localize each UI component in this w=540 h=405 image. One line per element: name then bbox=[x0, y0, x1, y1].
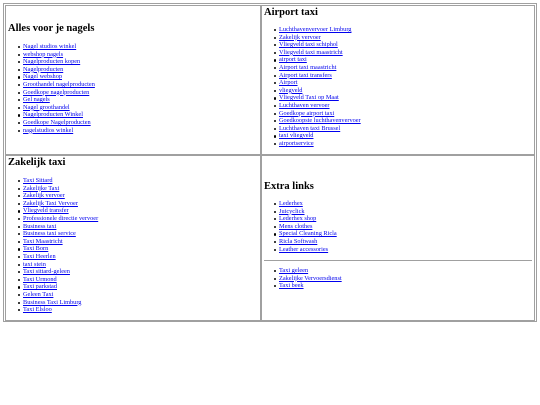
nav-link[interactable]: vliegveld bbox=[279, 86, 303, 94]
extra-link-list-2 bbox=[274, 267, 342, 290]
nav-link[interactable]: Luchthaven taxi Brussel bbox=[279, 124, 341, 132]
list-item bbox=[18, 306, 98, 314]
nav-link[interactable]: Taxi Heerlen bbox=[23, 252, 56, 260]
nagels-section bbox=[5, 5, 261, 155]
nav-link[interactable]: Goedkoopste luchthavenvervoer bbox=[279, 117, 361, 125]
nav-link[interactable]: Luchthaven vervoer bbox=[279, 101, 330, 109]
list-item bbox=[274, 34, 361, 42]
list-item bbox=[18, 119, 95, 127]
list-item bbox=[18, 81, 95, 89]
list-item bbox=[18, 299, 98, 307]
nagels-heading: Alles voor je nagels bbox=[8, 23, 95, 34]
list-item bbox=[274, 282, 342, 290]
list-item bbox=[18, 276, 98, 284]
list-item bbox=[18, 268, 98, 276]
nav-link[interactable]: Mens clothes bbox=[279, 222, 313, 230]
nav-link[interactable]: Business taxi bbox=[23, 222, 57, 230]
nav-link[interactable]: Goedkope Nagelproducten bbox=[23, 118, 91, 126]
list-item bbox=[18, 207, 98, 215]
list-item bbox=[274, 132, 361, 140]
list-item bbox=[18, 111, 95, 119]
list-item bbox=[18, 283, 98, 291]
list-item bbox=[274, 117, 361, 125]
zakelijk-heading: Zakelijk taxi bbox=[8, 157, 66, 168]
nav-link[interactable]: Zakelijke Vervoersdienst bbox=[279, 274, 342, 282]
extra-link-list bbox=[274, 200, 337, 253]
nav-link[interactable]: Lederhex shop bbox=[279, 215, 317, 223]
list-item bbox=[18, 200, 98, 208]
list-item bbox=[274, 275, 342, 283]
extra-section bbox=[261, 155, 535, 321]
list-item bbox=[274, 223, 337, 231]
list-item bbox=[18, 192, 98, 200]
list-item bbox=[18, 66, 95, 74]
list-item bbox=[274, 41, 361, 49]
list-item bbox=[274, 64, 361, 72]
nav-link[interactable]: Nagel webshop bbox=[23, 73, 62, 81]
list-item bbox=[274, 79, 361, 87]
nav-link[interactable]: Nagel studios winkel bbox=[23, 43, 77, 50]
nav-link[interactable]: Geleen Taxi bbox=[23, 290, 54, 298]
nav-link[interactable]: airport taxi bbox=[279, 56, 307, 64]
list-item bbox=[18, 43, 95, 51]
list-item bbox=[18, 58, 95, 66]
list-item bbox=[274, 208, 337, 216]
nav-link[interactable]: Taxi sittard-geleen bbox=[23, 268, 70, 276]
list-item bbox=[18, 51, 95, 59]
list-item bbox=[274, 215, 337, 223]
nav-link[interactable]: Taxi beek bbox=[279, 282, 304, 290]
nav-link[interactable]: Juicyclick bbox=[279, 207, 305, 215]
list-item bbox=[18, 230, 98, 238]
nav-link[interactable]: Vliegveld transfer bbox=[23, 207, 69, 215]
nav-link[interactable]: Taxi Elsloo bbox=[23, 306, 52, 314]
nav-link[interactable]: webshop nagels bbox=[23, 50, 64, 58]
zakelijk-section bbox=[5, 155, 261, 321]
nav-link[interactable]: Nagelproducten kopen bbox=[23, 58, 81, 66]
list-item bbox=[274, 87, 361, 95]
list-item bbox=[18, 127, 95, 135]
list-item bbox=[274, 267, 342, 275]
nav-link[interactable]: Airport taxi transfers bbox=[279, 71, 332, 79]
zakelijk-link-list bbox=[18, 177, 98, 314]
nav-link[interactable]: Goedkope airport taxi bbox=[279, 109, 335, 117]
nav-link[interactable]: Special Cleaning Ricla bbox=[279, 230, 337, 238]
nav-link[interactable]: Airport taxi maastricht bbox=[279, 63, 337, 71]
nagels-link-list bbox=[18, 43, 95, 134]
list-item bbox=[18, 215, 98, 223]
airport-link-list bbox=[274, 26, 361, 148]
list-item bbox=[18, 177, 98, 185]
list-item bbox=[18, 291, 98, 299]
list-item bbox=[274, 200, 337, 208]
nav-link[interactable]: Gel nagels bbox=[23, 96, 50, 104]
list-item bbox=[274, 246, 337, 254]
list-item bbox=[18, 185, 98, 193]
nav-link[interactable]: Taxi geleen bbox=[279, 267, 309, 274]
nav-link[interactable]: Groothandel nagelproducten bbox=[23, 80, 95, 88]
nav-link[interactable]: Luchthavenvervoer Limburg bbox=[279, 26, 352, 33]
list-item bbox=[274, 72, 361, 80]
nav-link[interactable]: Taxi Sittard bbox=[23, 177, 53, 184]
list-item bbox=[274, 230, 337, 238]
nav-link[interactable]: Nagelproducten bbox=[23, 65, 64, 73]
nav-link[interactable]: taxi stein bbox=[23, 260, 46, 268]
list-item bbox=[18, 73, 95, 81]
nav-link[interactable]: Vliegveld taxi schiphol bbox=[279, 41, 338, 49]
list-item bbox=[274, 56, 361, 64]
nav-link[interactable]: Professionele directie vervoer bbox=[23, 214, 99, 222]
list-item bbox=[274, 140, 361, 148]
airport-heading: Airport taxi bbox=[264, 7, 318, 18]
nav-link[interactable]: Airport bbox=[279, 79, 298, 87]
list-item bbox=[274, 26, 361, 34]
airport-section bbox=[261, 5, 535, 155]
nav-link[interactable]: Nagelproducten Winkel bbox=[23, 111, 83, 119]
extra-divider bbox=[264, 260, 532, 261]
nav-link[interactable]: Zakelijk vervoer bbox=[279, 33, 321, 41]
nav-link[interactable]: Vliegveld Taxi op Maat bbox=[279, 94, 339, 102]
nav-link[interactable]: Taxi Maastricht bbox=[23, 237, 63, 245]
nav-link[interactable]: Taxi Born bbox=[23, 245, 49, 253]
nav-link[interactable]: Zakelijke Taxi bbox=[23, 184, 60, 192]
list-item bbox=[274, 110, 361, 118]
nav-link[interactable]: nagelstudios winkel bbox=[23, 126, 74, 134]
list-item bbox=[274, 125, 361, 133]
list-item bbox=[274, 102, 361, 110]
nav-link[interactable]: Nagel groothandel bbox=[23, 103, 70, 111]
nav-link[interactable]: airportservice bbox=[279, 139, 314, 147]
nav-link[interactable]: Zakelijk Taxi Vervoer bbox=[23, 199, 78, 207]
nav-link[interactable]: Taxi Urmond bbox=[23, 275, 57, 283]
list-item bbox=[18, 104, 95, 112]
nav-link[interactable]: Lederhex bbox=[279, 200, 303, 207]
list-item bbox=[18, 261, 98, 269]
list-item bbox=[274, 238, 337, 246]
list-item bbox=[18, 238, 98, 246]
nav-link[interactable]: Vliegveld taxi maastricht bbox=[279, 48, 343, 56]
nav-link[interactable]: Business Taxi Limburg bbox=[23, 298, 82, 306]
list-item bbox=[18, 245, 98, 253]
nav-link[interactable]: Leather accessories bbox=[279, 245, 329, 253]
list-item bbox=[18, 223, 98, 231]
nav-link[interactable]: Business taxi service bbox=[23, 230, 76, 238]
list-item bbox=[18, 89, 95, 97]
list-item bbox=[274, 94, 361, 102]
nav-link[interactable]: Zakelijk vervoer bbox=[23, 192, 65, 200]
nav-link[interactable]: Ricla Softwash bbox=[279, 237, 318, 245]
list-item bbox=[274, 49, 361, 57]
nav-link[interactable]: taxi vliegveld bbox=[279, 132, 314, 140]
nav-link[interactable]: Taxi parkstad bbox=[23, 283, 58, 291]
nav-link[interactable]: Goedkope nagelproducten bbox=[23, 88, 90, 96]
list-item bbox=[18, 253, 98, 261]
extra-heading: Extra links bbox=[264, 181, 314, 192]
list-item bbox=[18, 96, 95, 104]
